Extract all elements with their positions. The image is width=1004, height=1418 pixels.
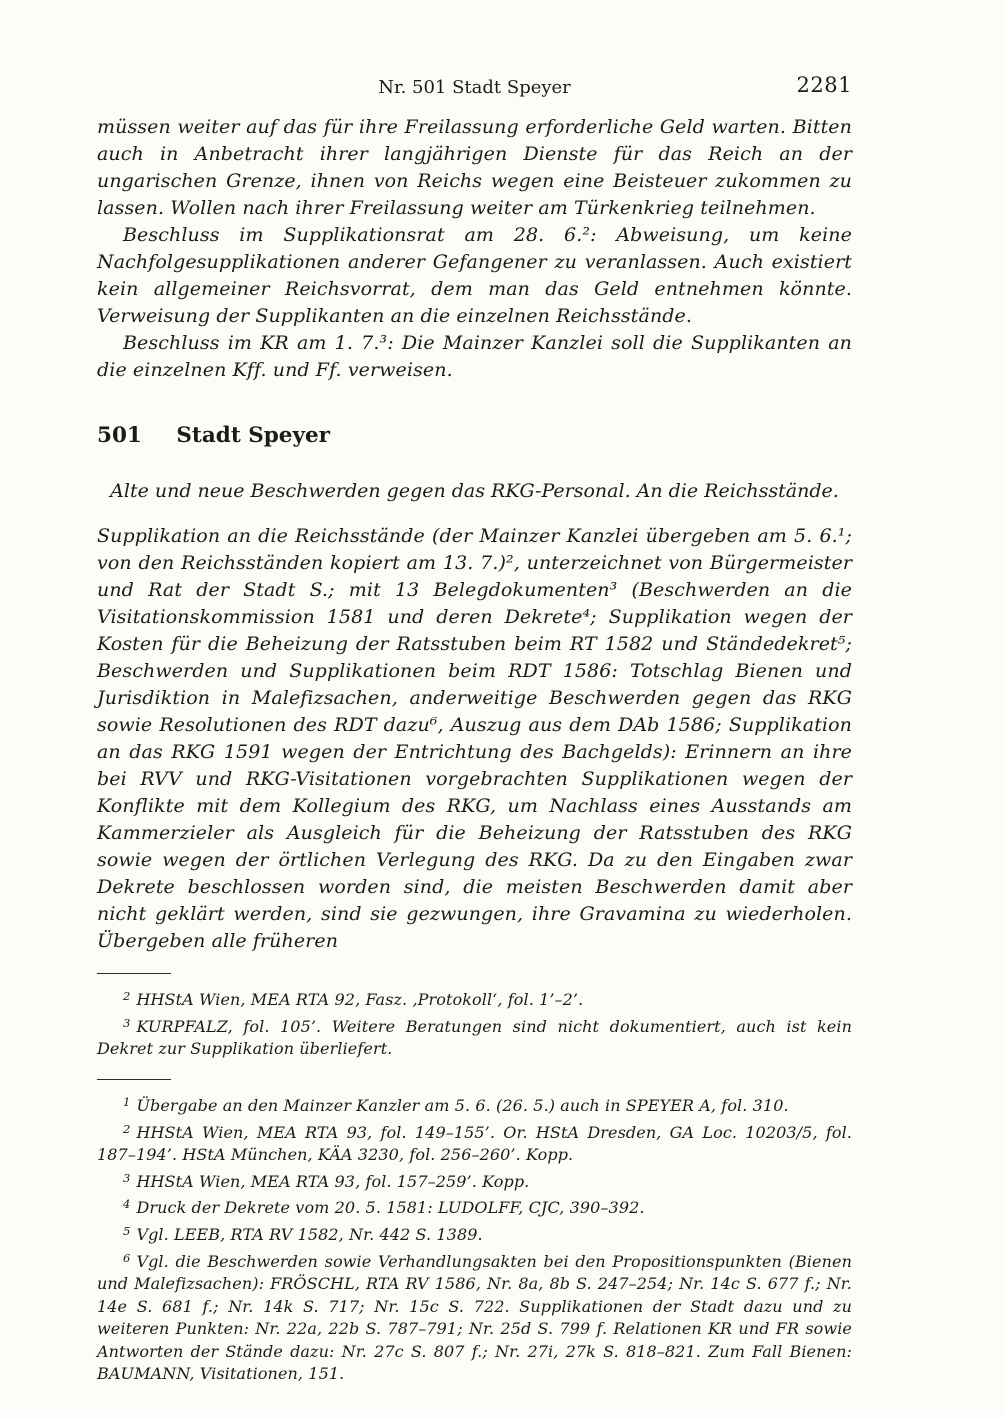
footnote-group-current-entry: [97, 1079, 852, 1386]
entry-heading: [97, 422, 852, 450]
entry-description: Supplikation an die Reichsstände (der Mainzer Kanzlei übergeben am 5. 6.¹; von den Reichsständen kopiert am 13. 7.)², unterzeichnet von Bürgermeister und Rat der Stadt S.; mit 13 Belegdokumenten³ (Beschwerden an die Visitationskommission 1581 und deren Dekrete⁴; Supplikation wegen der Kosten für die Beheizung der Ratsstuben beim RT 1582 und Ständedekret⁵; Beschwerden und Supplikationen beim RDT 1586: Totschlag Bienen und Jurisdiktion in Malefizsachen, anderweitige Beschwerden gegen das RKG sowie Resolutionen des RDT dazu⁶, Auszug aus dem DAb 1586; Supplikation an das RKG 1591 wegen der Entrichtung des Bachgelds): Erinnern an ihre bei RVV und RKG-Visitationen vorgebrachten Supplikationen wegen der Konflikte mit dem Kollegium des RKG, um Nachlass eines Ausstands am Kammerzieler als Ausgleich für die Beheizung der Ratsstuben des RKG sowie wegen der örtlichen Verlegung des RKG. Da zu den Eingaben zwar Dekrete beschlossen worden sind, die meisten Beschwerden damit aber nicht geklärt werden, sind sie gezwungen, ihre Gravamina zu wiederholen. Übergeben alle früheren: [97, 525, 852, 952]
footnote-separator-rule: [97, 973, 171, 974]
footnote-text: KURPFALZ, fol. 105’. Weitere Beratungen sind nicht dokumentiert, auch ist kein Dekret zur Supplikation überliefert.: [97, 1016, 852, 1059]
footnote-text: Vgl. die Beschwerden sowie Verhandlungsakten bei den Propositionspunkten (Bienen und Malefizsachen): FRÖSCHL, RTA RV 1586, Nr. 8a, 8b S. 247–254; Nr. 14c S. 677 f.; Nr. 14e S. 681 f.; Nr. 14k S. 717; Nr. 15c S. 722. Supplikationen der Stadt dazu und zu weiteren Punkten: Nr. 22a, 22b S. 787–791; Nr. 25d S. 799 f. Relationen KR und FR sowie Antworten der Stände dazu: Nr. 27c S. 807 f.; Nr. 27i, 27k S. 818–821. Zum Fall Bienen: BAUMANN, Visitationen, 151.: [97, 1251, 852, 1384]
footnote-marker: 4: [123, 1197, 131, 1212]
paragraph-continuation: müssen weiter auf das für ihre Freilassung erforderliche Geld warten. Bitten auch in Anbetracht ihrer langjährigen Dienste für das Reich an der ungarischen Grenze, ihnen von Reichs wegen eine Beisteuer zukommen zu lassen. Wollen nach ihrer Freilassung weiter am Türkenkrieg teilnehmen.: [97, 116, 852, 219]
paragraph-beschluss-kr: Beschluss im KR am 1. 7.³: Die Mainzer Kanzlei soll die Supplikanten an die einzelnen Kff. und Ff. verweisen.: [97, 332, 852, 381]
footnote-marker: 5: [123, 1224, 131, 1239]
running-title: Nr. 501 Stadt Speyer: [378, 77, 571, 98]
footnote-text: HHStA Wien, MEA RTA 93, fol. 149–155’. Or. HStA Dresden, GA Loc. 10203/5, fol. 187–194’. HStA München, KÄA 3230, fol. 256–260’. Kopp.: [97, 1122, 852, 1165]
footnote-marker: 2: [123, 1121, 131, 1136]
footnote: [97, 1091, 852, 1118]
entry-subtitle: Alte und neue Beschwerden gegen das RKG-Personal. An die Reichsstände.: [110, 480, 839, 502]
footnote-text: Übergabe an den Mainzer Kanzler am 5. 6. (26. 5.) auch in SPEYER A, fol. 310.: [136, 1096, 789, 1116]
footnote: [97, 1118, 852, 1167]
footnote-marker: 2: [123, 989, 131, 1003]
footnote-marker: 3: [123, 1015, 131, 1030]
footnote-marker: 3: [123, 1170, 131, 1185]
text-block: [97, 114, 852, 1386]
footnote-text: Vgl. LEEB, RTA RV 1582, Nr. 442 S. 1389.: [136, 1225, 483, 1245]
footnote-separator-rule: [97, 1079, 171, 1080]
paragraph-beschluss-supplikationsrat: Beschluss im Supplikationsrat am 28. 6.²: Abweisung, um keine Nachfolgesupplikationen anderer Gefangener zu veranlassen. Auch existiert kein allgemeiner Reichsvorrat, dem man das Geld entnehmen könnte. Verweisung der Supplikanten an die einzelnen Reichsstände.: [97, 224, 852, 327]
footnote-marker: 1: [123, 1094, 131, 1109]
footnote-marker: 6: [123, 1250, 131, 1265]
page-header: [97, 73, 852, 100]
footnote: [97, 1220, 852, 1247]
footnote-text: Druck der Dekrete vom 20. 5. 1581: LUDOLFF, CJC, 390–392.: [136, 1198, 645, 1218]
footnote: [97, 1012, 852, 1061]
entry-number: 501: [97, 423, 142, 448]
entry-title: Stadt Speyer: [176, 423, 330, 448]
footnote-group-previous-entry: [97, 973, 852, 1061]
page-number: 2281: [796, 73, 852, 97]
footnote: [97, 1167, 852, 1194]
footnote: [97, 985, 852, 1012]
footnote: [97, 1193, 852, 1220]
footnote: [97, 1247, 852, 1386]
footnote-text: HHStA Wien, MEA RTA 93, fol. 157–259’. Kopp.: [136, 1171, 530, 1191]
footnote-text: HHStA Wien, MEA RTA 92, Fasz. ‚Protokoll‘, fol. 1’–2’.: [136, 990, 584, 1010]
